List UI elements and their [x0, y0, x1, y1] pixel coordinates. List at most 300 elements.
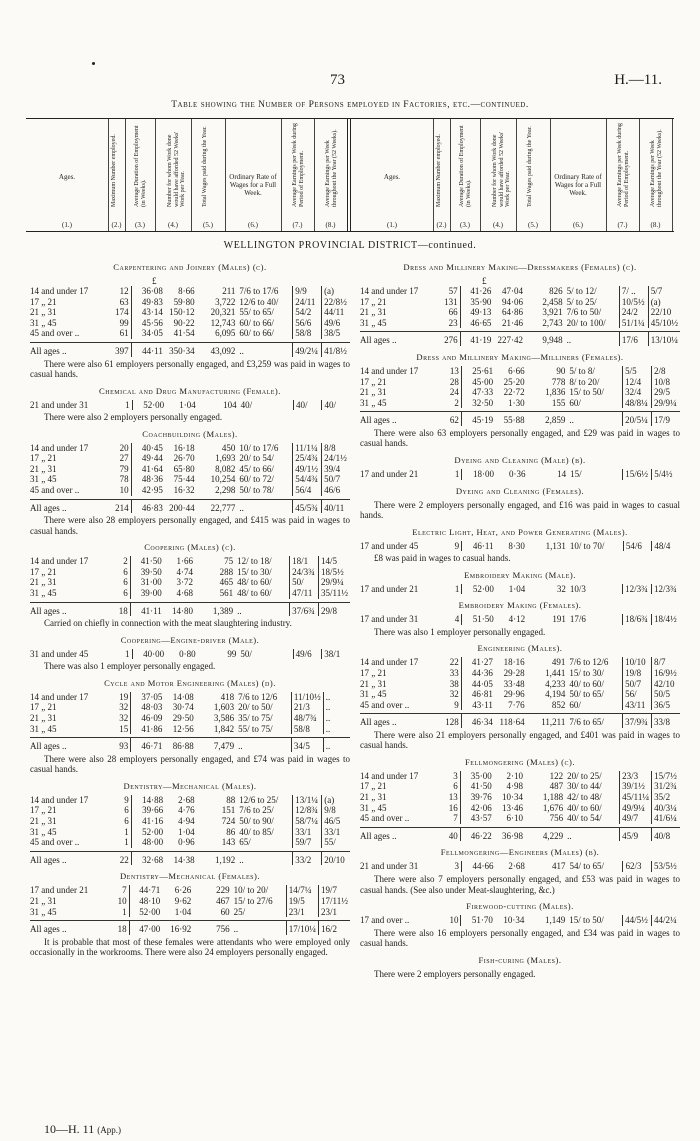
- table-row: [360, 318, 680, 329]
- cell-ord: ..: [235, 602, 290, 616]
- cell-age: 21 „ 31: [360, 678, 387, 689]
- cell-ord: 12/6 to 25/: [239, 794, 279, 805]
- total-row: [30, 499, 350, 513]
- cell-age: 45 and over ..: [360, 699, 410, 710]
- cell-max: 1: [443, 469, 462, 480]
- column-header-number: (2.): [436, 221, 447, 229]
- cell-avg: 39·00: [140, 588, 162, 598]
- cell-age: 17 and under 45: [360, 540, 419, 551]
- cell-nw: 8·30: [508, 540, 525, 551]
- cell-avg: 41·64: [141, 463, 163, 474]
- industry-section: [30, 635, 350, 672]
- cell-ep: 50/7: [623, 679, 652, 690]
- cell-ep: 59/7: [293, 837, 322, 848]
- section-title: Coopering—Engine-driver (Male).: [120, 634, 260, 645]
- table-row: [360, 541, 680, 552]
- cell-nw: 227·42: [493, 332, 525, 346]
- cell-avg: 45·56: [141, 317, 163, 328]
- cell-age: 21 „ 31: [30, 307, 57, 318]
- table-row: [30, 837, 350, 848]
- column-header-number: (2.): [111, 221, 122, 229]
- cell-tw: 467: [216, 895, 230, 906]
- column-headers-left: [26, 119, 347, 231]
- print-speck: [92, 62, 95, 65]
- cell-avg: 34·05: [141, 328, 163, 339]
- column-header-number: (6.): [573, 221, 583, 229]
- footer-ref: 10—H. 11: [44, 1122, 95, 1136]
- cell-tw: 1,836: [545, 387, 566, 398]
- cell-nw: 13·46: [502, 802, 524, 813]
- cell-ep: 49/1½: [293, 464, 322, 475]
- cell-age: 17 „ 21: [360, 667, 387, 678]
- total-row: [360, 714, 680, 728]
- column-header-8: [639, 119, 673, 231]
- cell-max: 24: [442, 387, 461, 398]
- cell-ord: ..: [567, 412, 622, 426]
- table-row: [360, 792, 680, 803]
- cell-nw: 2·68: [508, 861, 525, 872]
- cell-ep: 9/9: [293, 286, 322, 297]
- cell-nw: 4·98: [506, 781, 524, 792]
- cell-max: 19: [112, 692, 131, 703]
- column-header-label: Average Duration of Employment (in Weeks).: [134, 125, 147, 207]
- cell-avg: 48·00: [142, 837, 164, 848]
- column-header-1: [351, 119, 434, 231]
- cell-nw: 6·10: [506, 813, 524, 824]
- cell-age: 31 „ 45: [360, 317, 387, 328]
- column-header-3: [450, 119, 481, 231]
- cell-ord: 20/ to 25/: [567, 770, 602, 781]
- column-header-label: Total Wages paid during the Year.: [202, 126, 208, 207]
- section-table: [360, 614, 680, 625]
- cell-age: All ages ..: [30, 738, 112, 752]
- pound-sign: £: [152, 276, 157, 286]
- section-note: There were also 28 employers personally engaged, and £415 was paid in wages to casual hands.: [30, 515, 350, 536]
- column-header-label: Maximum Number employed.: [110, 134, 117, 207]
- cell-age: 21 and under 31: [30, 399, 89, 410]
- section-note: There were also 28 employers personally engaged, and £74 was paid in wages to casual hands.: [30, 753, 350, 775]
- column-header-label: Ages.: [58, 173, 76, 181]
- cell-avg: 14·88: [142, 794, 164, 805]
- cell-avg: 49·83: [141, 296, 163, 307]
- cell-max: 99: [112, 318, 131, 329]
- cell-nw: 16·92: [162, 921, 193, 935]
- section-note: There were also 21 employers personally engaged, and £401 was paid in wages to casual hands.: [360, 729, 680, 751]
- cell-ord: 15/ to 50/: [569, 915, 604, 926]
- column-header-number: (1.): [62, 221, 72, 229]
- cell-ep: 25/4¾: [293, 453, 322, 464]
- table-row: [30, 885, 350, 896]
- cell-yr: 33/1: [322, 827, 350, 838]
- cell-yr: 44/2¼: [652, 915, 680, 926]
- table-row: [30, 896, 350, 907]
- cell-age: All ages ..: [30, 921, 111, 935]
- cell-yr: 40/: [322, 400, 350, 411]
- cell-nw: 350·34: [165, 342, 197, 356]
- cell-ep: 24/11: [293, 297, 322, 308]
- cell-avg: 49·44: [141, 453, 163, 464]
- right-column: [360, 256, 680, 982]
- cell-nw: 1·04: [178, 826, 195, 837]
- cell-tw: 465: [219, 577, 234, 588]
- cell-max: 1: [112, 827, 131, 838]
- cell-ep: 15/6½: [623, 469, 652, 480]
- section-title: Firewood-cutting (Males).: [466, 901, 574, 912]
- cell-max: 10: [111, 896, 130, 907]
- column-header-8: [314, 119, 348, 231]
- cell-ord: 15/: [570, 468, 582, 479]
- cell-nw: 9·62: [174, 895, 192, 906]
- cell-tw: 90: [556, 365, 566, 376]
- cell-yr: 9/8: [322, 805, 350, 816]
- table-row: [360, 668, 680, 679]
- cell-ep: 18/1: [290, 556, 319, 567]
- cell-age: 21 „ 31: [30, 463, 57, 474]
- section-note: There were 2 employers personally engaged.: [374, 968, 536, 979]
- cell-nw: 29·50: [172, 712, 194, 723]
- table-title: Table showing the Number of Persons employed in Factories, etc.—continued.: [171, 100, 529, 110]
- column-header-number: (8.): [650, 221, 661, 229]
- cell-ord: 40/ to 85/: [239, 826, 274, 837]
- cell-age: 31 „ 45: [30, 906, 57, 917]
- total-row: [30, 851, 350, 865]
- total-row: [360, 412, 680, 426]
- currency-unit-row: [360, 276, 680, 286]
- industry-section: [30, 871, 350, 957]
- cell-yr: (a): [322, 286, 350, 297]
- cell-max: 78: [112, 474, 131, 485]
- section-title: Chemical and Drug Manufacturing (Female).: [99, 385, 281, 396]
- table-row: [360, 861, 680, 872]
- cell-tw: 12,743: [210, 317, 236, 328]
- cell-yr: 12/3¾: [652, 584, 681, 595]
- cell-age: 45 and over ..: [30, 328, 80, 339]
- cell-age: 17 „ 21: [30, 296, 57, 307]
- cell-ord: 5/ to 25/: [566, 296, 597, 307]
- column-header-band: [26, 118, 674, 232]
- cell-avg: 44·11: [131, 342, 165, 356]
- cell-max: 62: [442, 412, 461, 426]
- cell-age: 14 and under 17: [360, 365, 419, 376]
- cell-tw: 20,321: [210, 307, 236, 318]
- cell-avg: 52·00: [143, 399, 165, 410]
- column-header-label: Average Earnings per Week throughout the Year (52 Weeks).: [649, 129, 662, 207]
- cell-age: All ages ..: [30, 851, 112, 865]
- table-row: [30, 443, 350, 454]
- total-row: [360, 332, 680, 346]
- column-header-number: (3.): [135, 221, 145, 229]
- section-title: Fellmongering (Males) (c).: [465, 756, 575, 767]
- cell-tw: 75: [224, 556, 234, 567]
- cell-ord: 15/ to 27/6: [233, 895, 273, 906]
- cell-tw: 151: [221, 805, 236, 816]
- cell-age: 21 „ 31: [30, 815, 57, 826]
- table-row: [360, 469, 680, 480]
- cell-nw: 59·80: [173, 296, 195, 307]
- cell-max: 214: [112, 499, 131, 513]
- cell-nw: 118·64: [495, 714, 527, 728]
- industry-section: [360, 527, 680, 564]
- cell-max: 15: [112, 724, 131, 735]
- industry-section: [360, 352, 680, 449]
- cell-yr: 24/1½: [322, 453, 350, 464]
- cell-tw: 10,254: [210, 474, 236, 485]
- cell-yr: 38/1: [322, 649, 350, 660]
- cell-age: 31 „ 45: [30, 826, 57, 837]
- cell-yr: 45/10½: [648, 318, 680, 329]
- cell-ord: ..: [237, 342, 292, 356]
- cell-max: 40: [441, 827, 460, 841]
- cell-tw: 7,479: [196, 738, 236, 752]
- cell-ep: 51/1¼: [619, 318, 648, 329]
- cell-nw: 41·54: [173, 328, 195, 339]
- cell-avg: 48·03: [141, 702, 163, 713]
- cell-avg: 40·45: [141, 442, 163, 453]
- cell-yr: ..: [323, 724, 350, 735]
- section-title: Coopering (Males) (c).: [144, 542, 236, 553]
- cell-age: 14 and under 17: [360, 286, 419, 296]
- table-row: [360, 297, 680, 308]
- cell-tw: 122: [549, 770, 564, 781]
- cell-ep: 12/3¾: [623, 584, 652, 595]
- section-title: Dress and Millinery Making—Dressmakers (Females) (c).: [403, 262, 637, 272]
- section-note: There was also 1 employer personally engaged.: [374, 626, 546, 637]
- cell-avg: 41·86: [141, 723, 163, 734]
- cell-max: 57: [441, 286, 460, 297]
- cell-age: 21 „ 31: [360, 792, 387, 803]
- cell-ep: 18/6¾: [623, 614, 652, 625]
- column-header-number: (8.): [325, 221, 336, 229]
- cell-yr: 15/7½: [652, 771, 680, 782]
- cell-ep: 47/11: [290, 588, 319, 599]
- page-number: 73: [330, 72, 345, 88]
- section-title: Embroidery Making (Male).: [464, 569, 576, 580]
- cell-ord: 10/ to 20/: [233, 885, 269, 896]
- cell-ep: 45/5¾: [293, 499, 322, 513]
- cell-max: 3: [443, 861, 462, 872]
- cell-avg: 41·11: [130, 602, 164, 616]
- table-row: [30, 556, 350, 567]
- column-header-number: (1.): [387, 221, 397, 229]
- cell-avg: 44·36: [471, 667, 493, 678]
- cell-max: 38: [442, 679, 461, 690]
- cell-ep: 10/10: [623, 657, 652, 668]
- cell-age: 21 „ 31: [30, 712, 57, 723]
- table-row: [360, 700, 680, 711]
- cell-age: All ages ..: [30, 342, 112, 356]
- total-row: [360, 827, 680, 841]
- cell-ep: 40/: [293, 400, 321, 411]
- cell-ord: 12/6 to 40/: [239, 296, 279, 307]
- cell-nw: 4·74: [176, 566, 194, 577]
- cell-ord: 15/ to 30/: [569, 667, 604, 678]
- cell-age: All ages ..: [30, 602, 111, 616]
- cell-tw: 4,233: [545, 678, 566, 689]
- cell-ep: 49/2¼: [293, 342, 322, 356]
- table-row: [30, 297, 350, 308]
- cell-max: 276: [441, 332, 460, 346]
- table-row: [30, 692, 350, 703]
- cell-nw: 21·46: [502, 317, 524, 328]
- cell-ord: 7/6 to 17/6: [239, 286, 279, 296]
- cell-tw: 417: [551, 861, 566, 872]
- cell-yr: 50/7: [322, 474, 350, 485]
- column-header-label: Number for whom Work done would have afforded 52 Weeks' Work per Year.: [167, 131, 186, 207]
- cell-ord: 60/ to 66/: [239, 317, 274, 328]
- section-note: There were 2 employers personally engaged, and £16 was paid in wages to casual hands.: [360, 499, 680, 521]
- cell-yr: 50/5: [652, 689, 680, 700]
- cell-ep: 21/3: [291, 702, 323, 713]
- cell-max: 23: [441, 318, 460, 329]
- cell-tw: 99: [227, 648, 237, 659]
- section-table: [360, 469, 680, 480]
- cell-tw: 43,092: [197, 342, 238, 356]
- cell-ord: 40/ to 54/: [567, 813, 602, 824]
- column-header-number: (5.): [203, 221, 213, 229]
- cell-nw: 2·68: [178, 794, 195, 805]
- table-row: [30, 713, 350, 724]
- cell-age: 21 and under 31: [360, 861, 419, 872]
- cell-age: 31 „ 45: [30, 317, 57, 328]
- cell-tw: 1,693: [215, 453, 236, 464]
- cell-age: 21 „ 31: [360, 307, 387, 318]
- cell-avg: 51·50: [472, 614, 494, 625]
- cell-nw: 29·96: [503, 689, 525, 700]
- cell-yr: 13/10¼: [648, 332, 680, 346]
- cell-nw: 75·44: [173, 474, 195, 485]
- cell-ord: 48/ to 60/: [237, 588, 272, 598]
- cell-nw: 64·86: [502, 307, 524, 318]
- cell-age: All ages ..: [360, 714, 442, 728]
- section-table: [30, 795, 350, 866]
- cell-age: 17 and under 21: [360, 583, 419, 594]
- cell-nw: 1·30: [508, 397, 525, 408]
- cell-yr: 5/4½: [652, 469, 680, 480]
- cell-yr: 16/2: [319, 921, 350, 935]
- cell-age: 31 „ 45: [30, 723, 57, 734]
- table-row: [30, 286, 350, 297]
- cell-ep: 12/4: [623, 377, 652, 388]
- cell-max: 32: [442, 689, 461, 700]
- section-table: [30, 400, 350, 411]
- cell-tw: 1,603: [213, 702, 235, 713]
- table-row: [360, 377, 680, 388]
- cell-ep: 37/9¾: [623, 714, 652, 728]
- table-row: [360, 366, 680, 377]
- cell-avg: 35·00: [470, 770, 492, 781]
- cell-yr: 41/6¼: [652, 813, 680, 824]
- cell-ord: 7/6 to 12/6: [238, 691, 278, 702]
- cell-tw: 14: [557, 468, 567, 479]
- cell-ord: 45/ to 66/: [239, 463, 274, 474]
- table-row: [30, 307, 350, 318]
- cell-avg: 51·70: [471, 915, 493, 926]
- cell-age: All ages ..: [30, 499, 112, 513]
- cell-nw: 0·96: [178, 837, 195, 848]
- cell-age: 31 „ 45: [30, 474, 57, 485]
- cell-ep: 7/ ..: [619, 286, 648, 297]
- total-row: [30, 342, 350, 356]
- section-title: Dyeing and Cleaning (Females).: [455, 485, 585, 496]
- cell-age: 17 „ 21: [360, 296, 387, 307]
- cell-ep: 23/1: [286, 907, 318, 918]
- cell-tw: 22,777: [197, 499, 238, 513]
- section-title: Dress and Millinery Making—Milliners (Females).: [416, 351, 624, 362]
- column-header-3: [125, 119, 156, 231]
- column-header-number: (3.): [460, 221, 470, 229]
- cell-age: 21 „ 31: [30, 895, 57, 906]
- cell-avg: 41·27: [471, 657, 493, 668]
- cell-ep: 11/10½: [291, 692, 323, 703]
- cell-avg: 52·00: [142, 826, 164, 837]
- cell-yr: 22/10: [648, 307, 680, 318]
- section-title: Coachbuilding (Males).: [142, 428, 238, 439]
- cell-nw: 86·88: [164, 738, 195, 752]
- cell-avg: 46·09: [141, 712, 163, 723]
- cell-yr: 46/6: [322, 485, 350, 496]
- cell-yr: 19/7: [319, 885, 350, 896]
- cell-age: 45 and over ..: [30, 837, 80, 848]
- cell-yr: 18/4½: [652, 614, 681, 625]
- cell-ep: 58/8: [291, 724, 323, 735]
- cell-tw: 143: [221, 837, 236, 848]
- cell-max: 4: [443, 614, 462, 625]
- cell-yr: 41/8½: [322, 342, 350, 356]
- cell-ord: 60/ to 66/: [239, 328, 274, 339]
- cell-ep: 20/5¼: [623, 412, 652, 426]
- cell-yr: 29/9¼: [319, 577, 350, 588]
- cell-age: 45 and over ..: [360, 813, 410, 824]
- total-row: [30, 602, 350, 616]
- cell-tw: 4,194: [545, 689, 566, 700]
- column-header-label: Ages.: [383, 173, 401, 181]
- cell-max: 1: [443, 584, 462, 595]
- table-row: [360, 813, 680, 824]
- cell-max: 63: [112, 297, 131, 308]
- cell-nw: 150·12: [169, 307, 195, 318]
- cell-ord: 7/6 to 50/: [566, 307, 602, 318]
- cell-tw: 86: [226, 826, 236, 837]
- cell-tw: 155: [551, 397, 566, 408]
- cell-tw: 491: [551, 657, 566, 668]
- cell-ord: 54/ to 65/: [569, 861, 604, 872]
- cell-avg: 39·66: [142, 805, 164, 816]
- cell-tw: 88: [226, 794, 236, 805]
- cell-yr: 40/3¼: [652, 803, 680, 814]
- section-table: [360, 584, 680, 595]
- table-row: [30, 907, 350, 918]
- section-table: [30, 649, 350, 660]
- cell-avg: 46·11: [472, 540, 494, 551]
- cell-nw: 22·72: [503, 387, 525, 398]
- cell-ord: 10/ to 70/: [569, 540, 605, 551]
- currency-unit-row: [30, 276, 350, 286]
- footer-app: (App.): [97, 1125, 121, 1135]
- section-note: It is probable that most of these females were attendants who were employed only occasionally in the workrooms. There were also 24 employers personally engaged.: [30, 936, 350, 958]
- section-table: [30, 556, 350, 616]
- cell-avg: 41·50: [470, 781, 492, 792]
- cell-nw: 7·76: [508, 699, 525, 710]
- cell-nw: 16·18: [173, 442, 195, 453]
- cell-max: 397: [112, 342, 131, 356]
- cell-avg: 32·50: [472, 397, 494, 408]
- column-header-6: [550, 119, 607, 231]
- cell-ep: 24/2: [619, 307, 648, 318]
- cell-ep: 58/7¼: [293, 816, 322, 827]
- cell-avg: 42·06: [470, 802, 492, 813]
- cell-nw: 36·98: [494, 827, 525, 841]
- cell-max: 16: [441, 803, 460, 814]
